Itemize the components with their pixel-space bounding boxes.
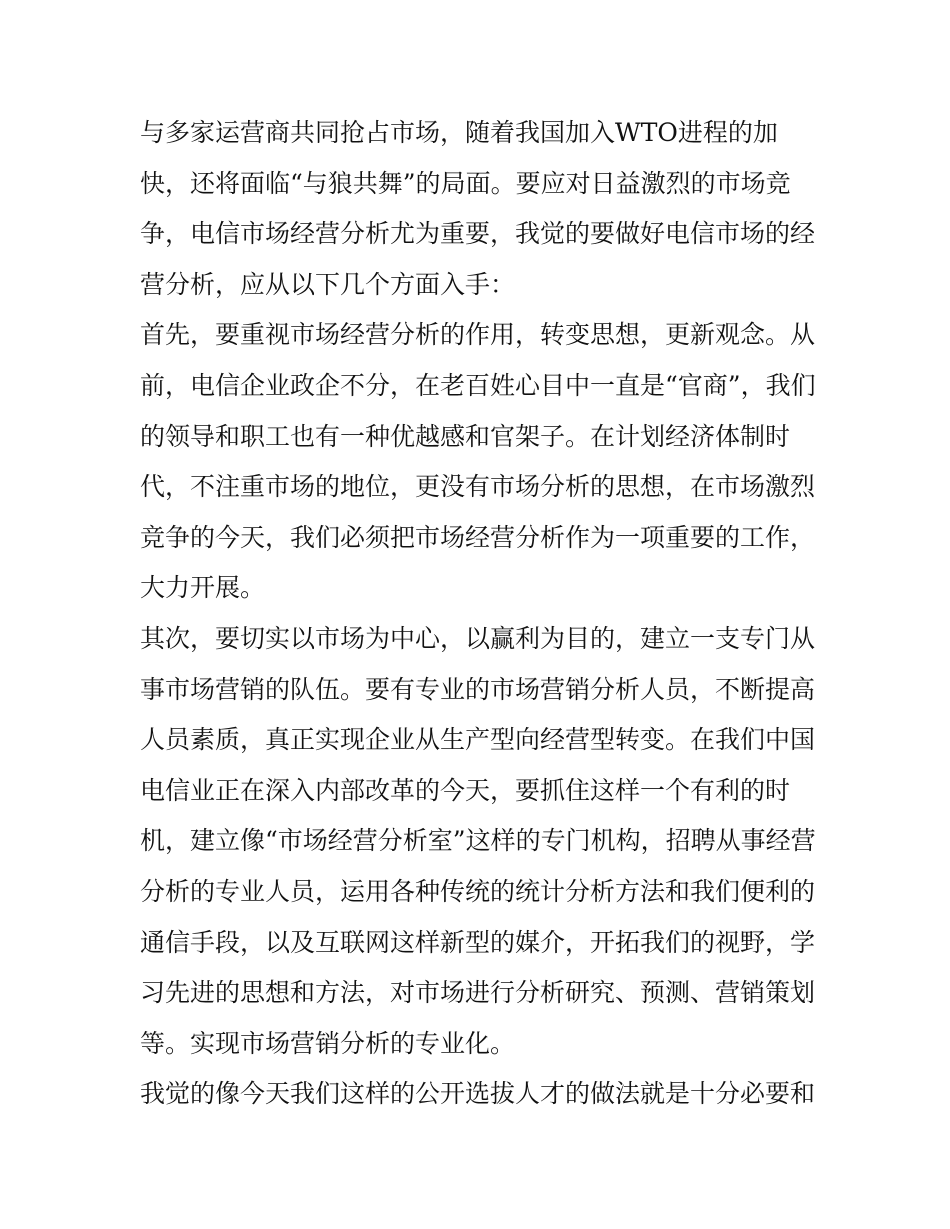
text-line: 电信业正在深入内部改革的今天，要抓住这样一个有利的时 bbox=[140, 775, 791, 805]
text-line: 习先进的思想和方法，对市场进行分析研究、预测、营销策划 bbox=[140, 978, 816, 1008]
text-line: 前，电信企业政企不分，在老百姓心目中一直是“官商”，我们 bbox=[140, 370, 816, 400]
text-line: 争，电信市场经营分析尤为重要，我觉的要做好电信市场的经 bbox=[140, 219, 816, 249]
text-line: 快，还将面临“与狼共舞”的局面。要应对日益激烈的市场竞 bbox=[140, 168, 791, 198]
text-line: 营分析，应从以下几个方面入手： bbox=[140, 269, 516, 299]
text-line: 分析的专业人员，运用各种传统的统计分析方法和我们便利的 bbox=[140, 876, 816, 906]
text-line: 人员素质，真正实现企业从生产型向经营型转变。在我们中国 bbox=[140, 725, 816, 755]
text-line: 与多家运营商共同抢占市场，随着我国加入WTO进程的加 bbox=[140, 118, 778, 147]
text-line: 首先，要重视市场经营分析的作用，转变思想，更新观念。从 bbox=[140, 320, 816, 350]
text-line: 竞争的今天，我们必须把市场经营分析作为一项重要的工作， bbox=[140, 522, 816, 552]
text-line: 等。实现市场营销分析的专业化。 bbox=[140, 1028, 516, 1058]
text-line: 代，不注重市场的地位，更没有市场分析的思想，在市场激烈 bbox=[140, 472, 816, 502]
body-text bbox=[140, 108, 820, 1120]
text-line: 其次，要切实以市场为中心，以赢利为目的，建立一支专门从 bbox=[140, 623, 816, 653]
text-line: 大力开展。 bbox=[140, 573, 266, 603]
text-line: 事市场营销的队伍。要有专业的市场营销分析人员，不断提高 bbox=[140, 674, 816, 704]
text-line: 的领导和职工也有一种优越感和官架子。在计划经济体制时 bbox=[140, 421, 791, 451]
text-line: 通信手段，以及互联网这样新型的媒介，开拓我们的视野，学 bbox=[140, 927, 816, 957]
text-line: 机，建立像“市场经营分析室”这样的专门机构，招聘从事经营 bbox=[140, 826, 816, 856]
text-line: 我觉的像今天我们这样的公开选拔人才的做法就是十分必要和 bbox=[140, 1079, 816, 1109]
